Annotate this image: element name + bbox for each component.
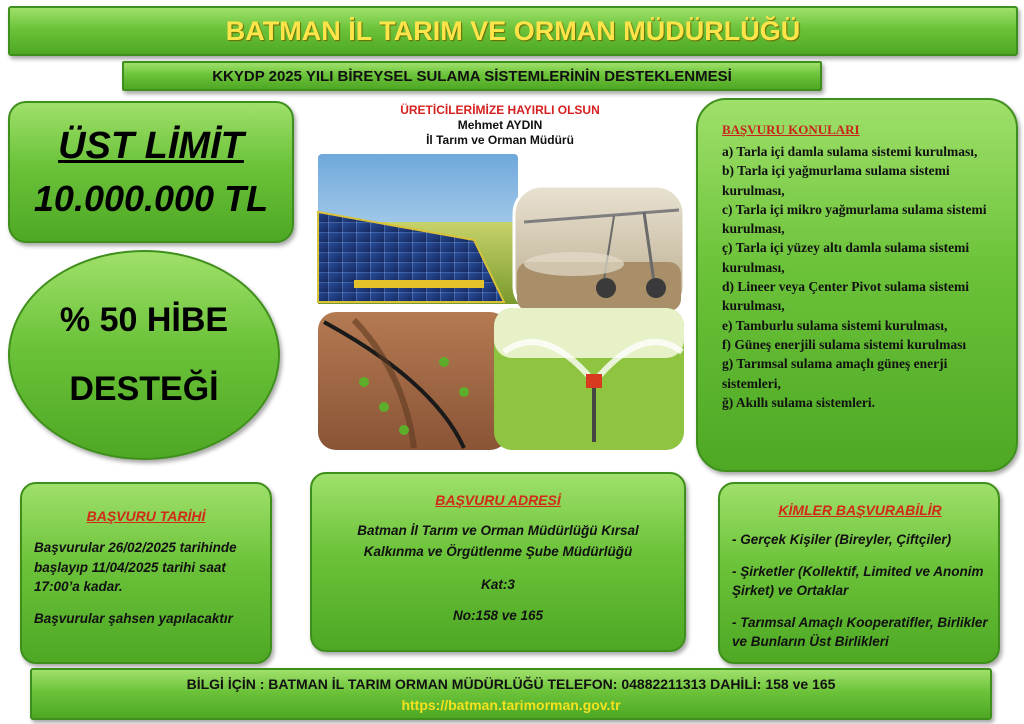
director-message xyxy=(310,103,690,147)
application-date-box xyxy=(20,482,272,664)
upper-limit-amount: 10.000.000 TL xyxy=(33,177,269,219)
page-title: BATMAN İL TARIM VE ORMAN MÜDÜRLÜĞÜ xyxy=(225,15,801,46)
list-item: ç) Tarla içi yüzey altı damla sulama sistemi kurulması, xyxy=(722,240,970,275)
list-item: g) Tarımsal sulama amaçlı güneş enerji sistemleri, xyxy=(722,356,948,391)
eligibility-item: - Tarımsal Amaçlı Kooperatifler, Birlikler ve Bunların Üst Birlikleri xyxy=(732,614,988,649)
application-topics-box xyxy=(696,98,1018,472)
list-item: e) Tamburlu sulama sistemi kurulması, xyxy=(722,317,948,333)
upper-limit-label: ÜST LİMİT xyxy=(58,124,244,167)
grant-label: DESTEĞİ xyxy=(69,370,219,408)
grant-oval xyxy=(8,250,280,460)
eligibility-item: - Şirketler (Kollektif, Limited ve Anonim Şirket) ve Ortaklar xyxy=(732,563,984,598)
application-address-box xyxy=(310,472,686,652)
page-subtitle: KKYDP 2025 YILI BİREYSEL SULAMA SİSTEMLERİNİN DESTEKLENMESİ xyxy=(212,67,732,85)
sprinkler-image xyxy=(494,308,684,450)
top-title-banner xyxy=(8,6,1018,56)
upper-limit-box xyxy=(8,101,294,243)
list-item: f) Güneş enerjili sulama sistemi kurulması xyxy=(722,336,967,352)
director-role: İl Tarım ve Orman Müdürü xyxy=(426,133,574,147)
subtitle-banner xyxy=(122,61,822,91)
application-address-title: BAŞVURU ADRESİ xyxy=(435,492,561,508)
contact-info: BİLGİ İÇİN : BATMAN İL TARIM ORMAN MÜDÜRLÜĞÜ TELEFON: 04882211313 DAHİLİ: 158 ve 165 xyxy=(186,676,836,692)
application-topics-list xyxy=(722,142,1002,412)
application-topics-title: BAŞVURU KONULARI xyxy=(722,122,860,137)
application-method-text: Başvurular şahsen yapılacaktır xyxy=(34,610,233,626)
application-date-title: BAŞVURU TARİHİ xyxy=(86,508,206,524)
list-item: c) Tarla içi mikro yağmurlama sulama sistemi kurulması, xyxy=(722,201,987,237)
website-link[interactable]: https://batman.tarimorman.gov.tr xyxy=(401,697,621,713)
address-floor: Kat:3 xyxy=(481,577,515,592)
eligibility-box xyxy=(718,482,1000,664)
director-name: Mehmet AYDIN xyxy=(457,118,543,132)
greeting-text: ÜRETİCİLERİMİZE HAYIRLI OLSUN xyxy=(400,103,600,117)
application-date-text: Başvurular 26/02/2025 tarihinde başlayıp 11/04/2025 tarihi saat 17:00’a kadar. xyxy=(34,540,237,594)
eligibility-item: - Gerçek Kişiler (Bireyler, Çiftçiler) xyxy=(732,532,952,547)
irrigation-photo-collage xyxy=(314,152,686,454)
grant-percentage: % 50 HİBE xyxy=(59,301,229,339)
address-room-numbers: No:158 ve 165 xyxy=(452,608,544,623)
list-item: d) Lineer veya Çenter Pivot sulama sistemi kurulması, xyxy=(722,279,969,314)
footer-contact-bar xyxy=(30,668,992,720)
drip-irrigation-image xyxy=(318,312,508,450)
list-item: b) Tarla içi yağmurlama sulama sistemi kurulması, xyxy=(722,163,950,198)
list-item: a) Tarla içi damla sulama sistemi kurulması, xyxy=(722,144,978,159)
solar-panel-image xyxy=(318,154,518,304)
list-item: ğ) Akıllı sulama sistemleri. xyxy=(722,394,875,410)
eligibility-title: KİMLER BAŞVURABİLİR xyxy=(778,502,942,518)
center-pivot-image xyxy=(514,186,684,314)
address-office: Batman İl Tarım ve Orman Müdürlüğü Kırsal Kalkınma ve Örgütlenme Şube Müdürlüğü xyxy=(357,523,639,559)
